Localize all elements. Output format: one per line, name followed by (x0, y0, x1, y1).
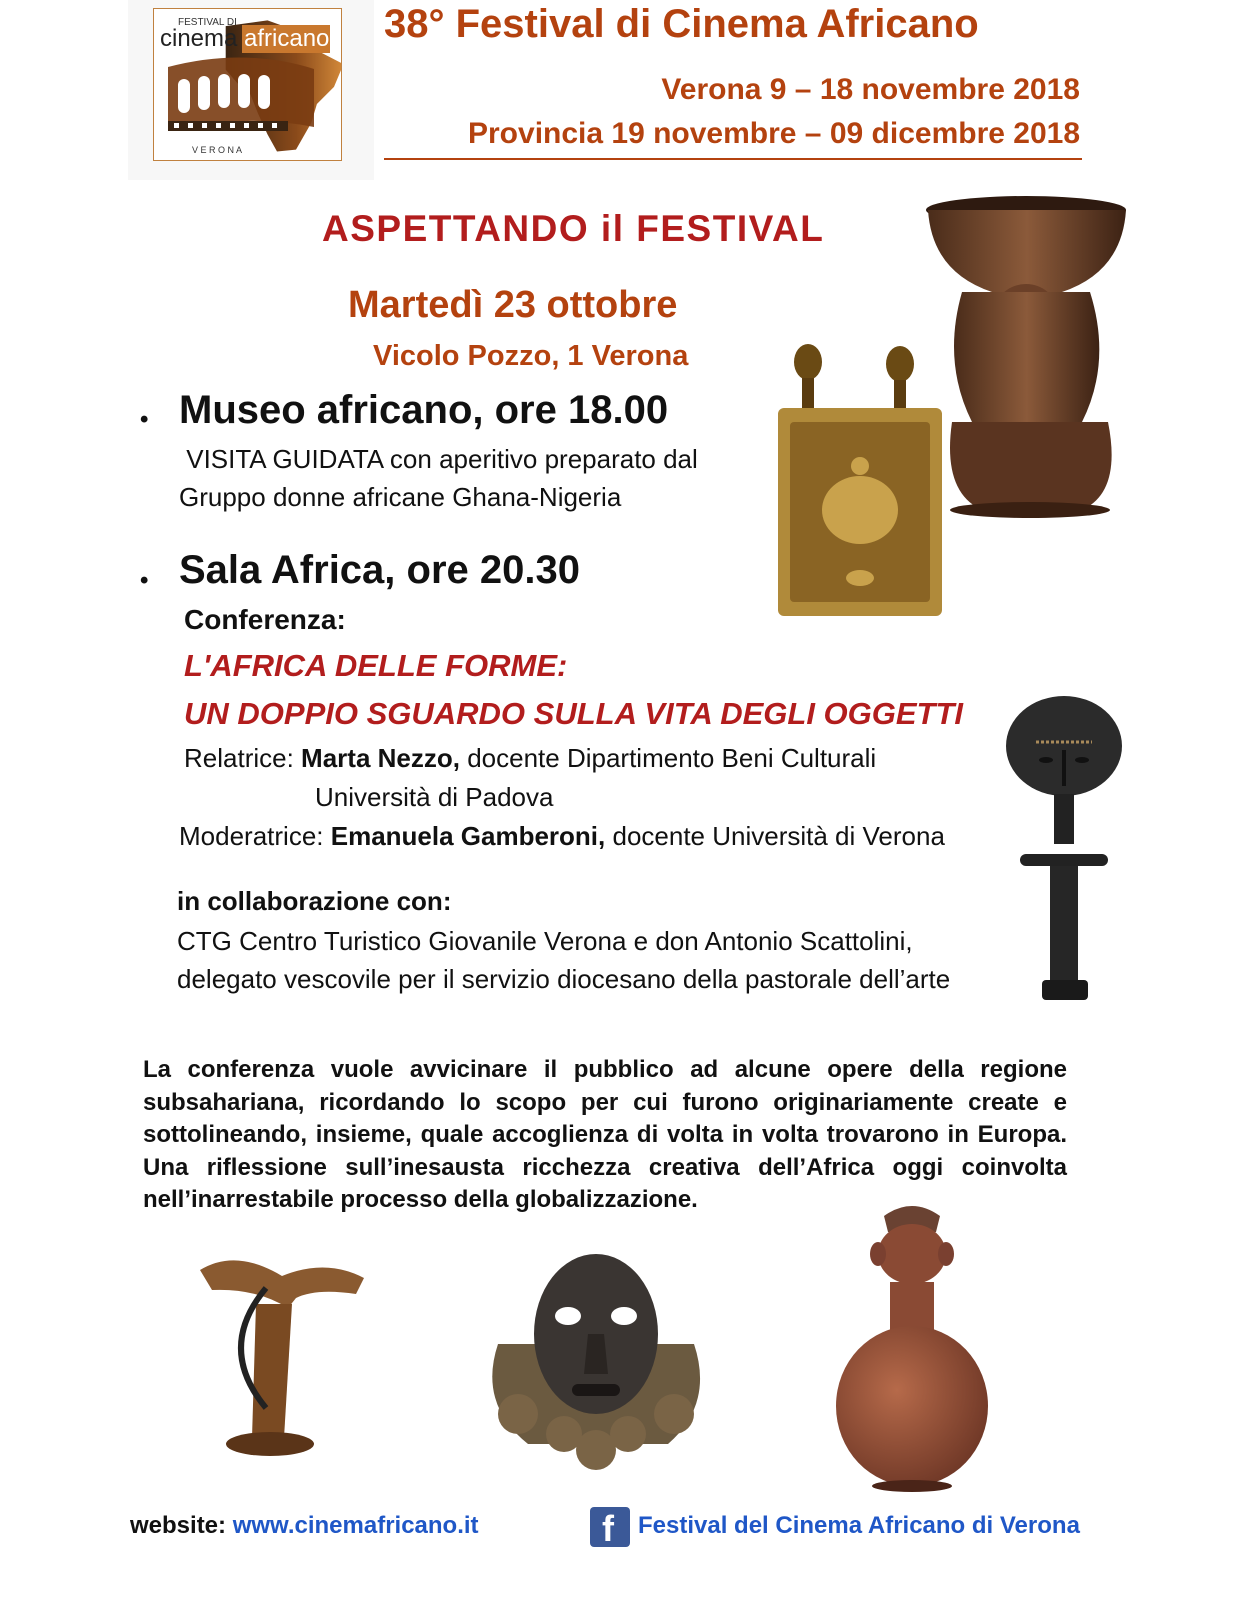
website-label: website: (130, 1512, 233, 1539)
logo-word-cinema: cinema (160, 25, 238, 52)
website-line (130, 1512, 479, 1540)
turtle-panel-image (776, 338, 944, 618)
description-paragraph: La conferenza vuole avvicinare il pubblico ad alcune opere della regione subsahariana, ricordando lo scopo per cui furono originariamente create e sottolineando, insieme, quale accoglienza di volta in volta trovarono in Europa. Una riflessione sull’inesausta ricchezza creativa dell’Africa oggi coinvolta nell’inarrestabile processo della globalizzazione. (143, 1056, 1067, 1213)
item2-title: Sala Africa, ore 20.30 (179, 548, 580, 592)
item1-line1: VISITA GUIDATA con aperitivo preparato dal (179, 444, 698, 474)
akuaba-doll-image (1002, 694, 1126, 1004)
item1-line2: Gruppo donne africane Ghana-Nigeria (179, 482, 622, 512)
logo-word-africano: africano (244, 25, 330, 52)
item1-title: Museo africano, ore 18.00 (179, 388, 669, 432)
festival-title: 38° Festival di Cinema Africano (384, 2, 979, 46)
speaker-role: docente Dipartimento Beni Culturali (459, 743, 877, 773)
bullet-icon: • (140, 567, 149, 594)
logo-city: V E R O N A (192, 145, 243, 155)
figurative-vessel-image (832, 1196, 992, 1496)
website-link[interactable]: www.cinemafricano.it (232, 1512, 479, 1539)
headrest-image (196, 1248, 368, 1458)
moderator-role: docente Università di Verona (605, 821, 945, 851)
collab-label: in collaborazione con: (177, 886, 452, 916)
festival-dates-verona: Verona 9 – 18 novembre 2018 (661, 73, 1080, 106)
facebook-page-link[interactable]: Festival del Cinema Africano di Verona (638, 1512, 1080, 1539)
moderator-label: Moderatrice: (179, 821, 331, 851)
moderator-line (179, 821, 945, 852)
facebook-icon-letter: f (602, 1508, 614, 1549)
header-divider (384, 158, 1082, 160)
conference-title-line1: L'AFRICA DELLE FORME: (184, 648, 568, 683)
speaker-label: Relatrice: (184, 743, 302, 773)
logo-small-text: FESTIVAL DI (178, 17, 237, 28)
speaker-university: Università di Padova (315, 782, 554, 812)
event-date: Martedì 23 ottobre (348, 284, 678, 326)
moderator-name: Emanuela Gamberoni, (330, 821, 606, 851)
event-heading: ASPETTANDO il FESTIVAL (322, 208, 825, 249)
speaker-name: Marta Nezzo, (301, 743, 460, 773)
bowl-figure-image (922, 192, 1132, 518)
speaker-line (184, 743, 876, 774)
event-place: Vicolo Pozzo, 1 Verona (373, 340, 689, 372)
bullet-icon: • (140, 406, 149, 433)
festival-logo (128, 0, 374, 180)
collab-line1: CTG Centro Turistico Giovanile Verona e don Antonio Scattolini, (177, 926, 913, 956)
festival-dates-provincia: Provincia 19 novembre – 09 dicembre 2018 (468, 117, 1080, 150)
mask-image (468, 1234, 724, 1474)
conference-title-line2: UN DOPPIO SGUARDO SULLA VITA DEGLI OGGETTI (184, 696, 964, 731)
facebook-icon[interactable] (590, 1507, 630, 1547)
collab-line2: delegato vescovile per il servizio diocesano della pastorale dell’arte (177, 964, 951, 994)
conference-label: Conferenza: (184, 604, 346, 635)
